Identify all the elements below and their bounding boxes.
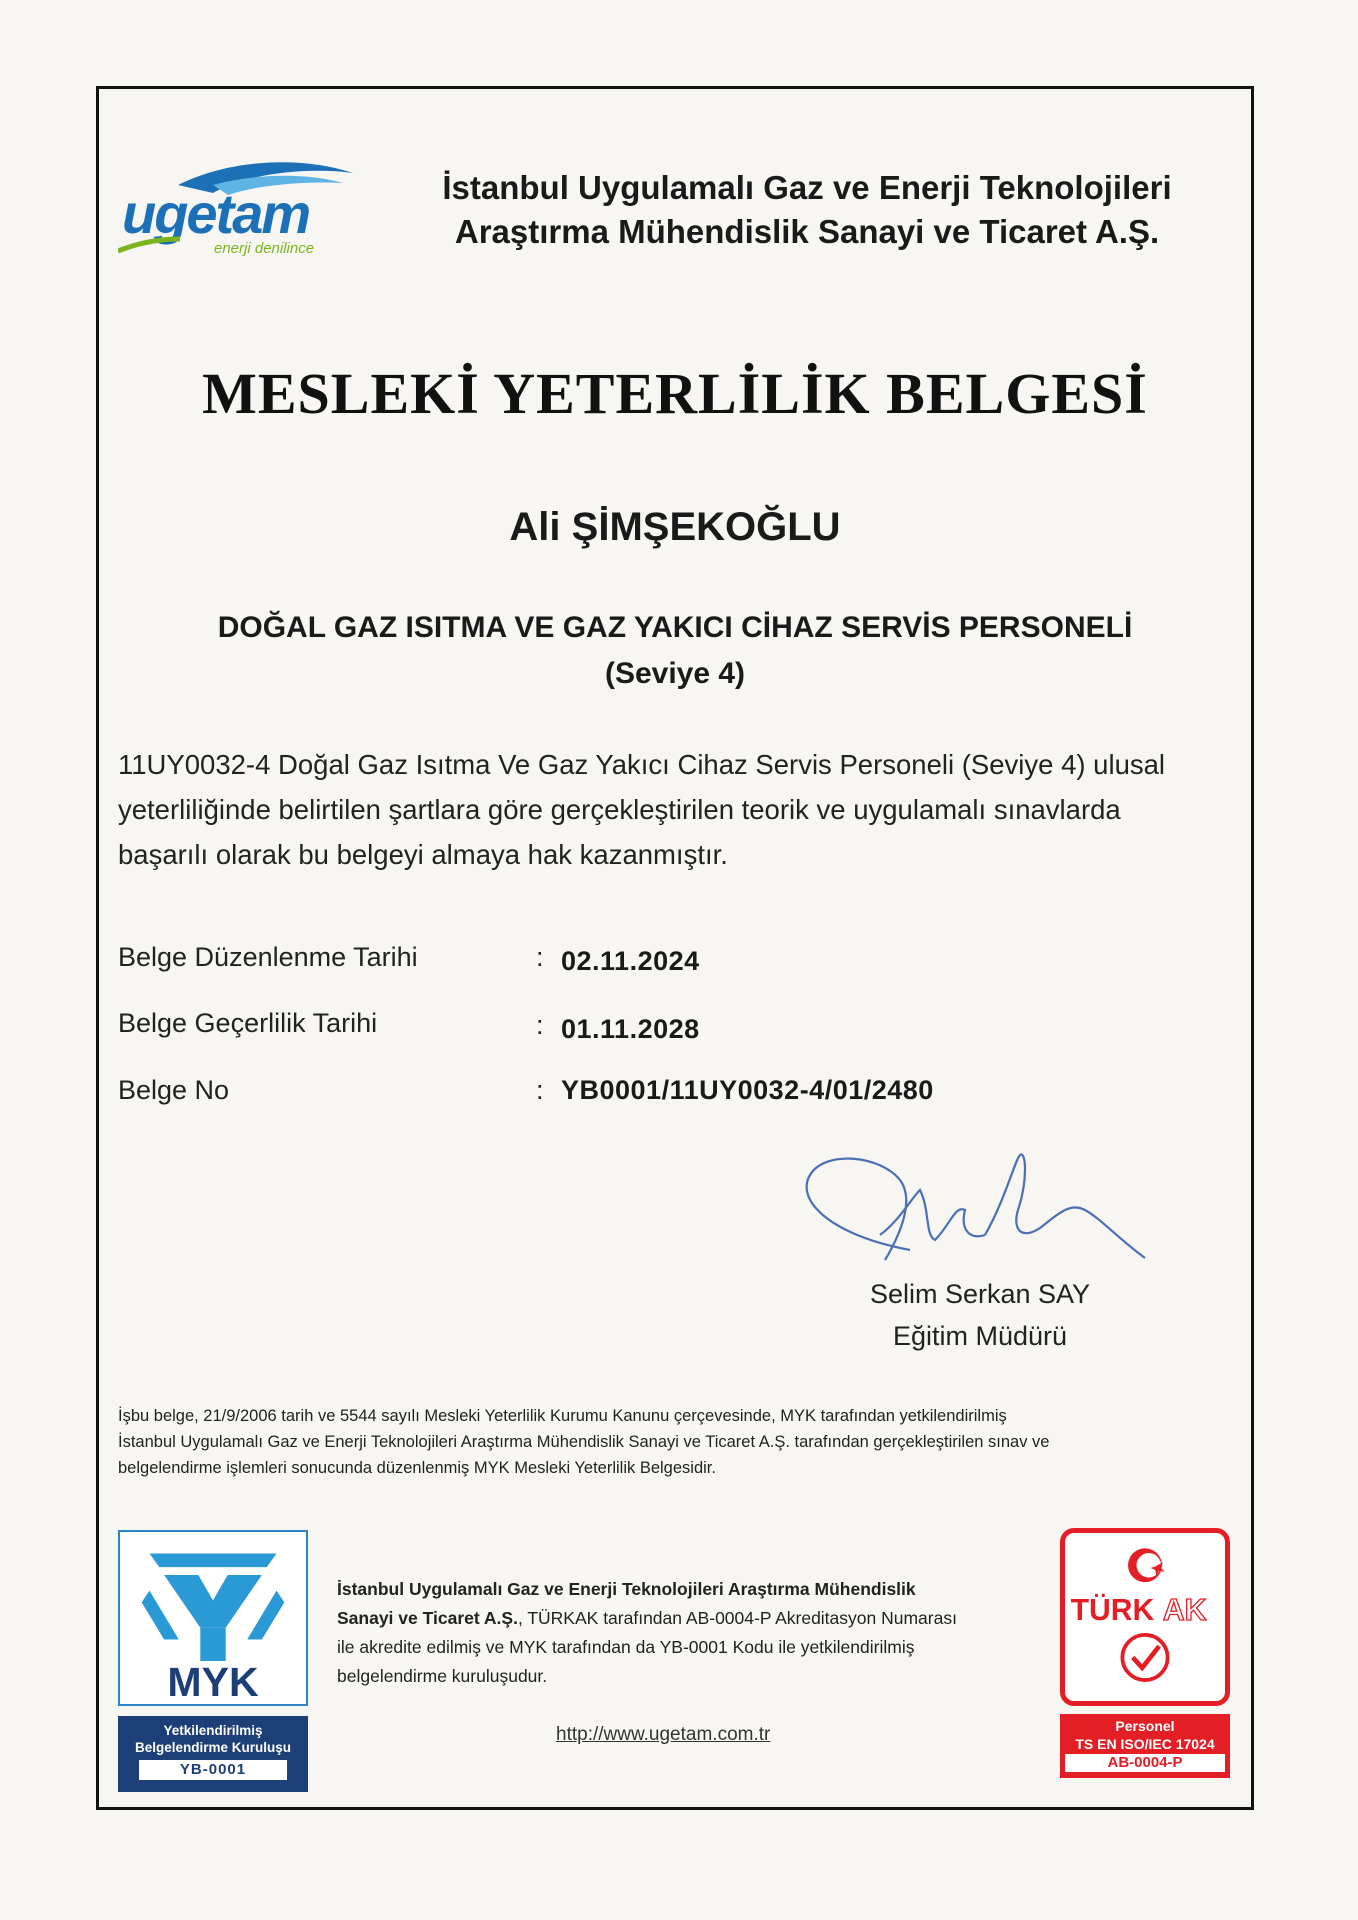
legal-note-line: İşbu belge, 21/9/2006 tarih ve 5544 sayılı Mesleki Yeterlilik Kurumu Kanunu çerçevesinde, MYK tarafından yetkilendirilmiş xyxy=(118,1407,1007,1425)
turkak-logo xyxy=(1060,1528,1230,1790)
myk-badge-line2: Belgelendirme Kuruluşu xyxy=(134,1740,292,1755)
myk-badge-line1: Yetkilendirilmiş xyxy=(163,1723,263,1738)
accreditation-text xyxy=(337,1575,1032,1691)
statement-line: başarılı olarak bu belgeyi almaya hak kazanmıştır. xyxy=(118,839,728,870)
signer-role: Eğitim Müdürü xyxy=(892,1321,1068,1351)
statement-line: yeterliliğinde belirtilen şartlara göre gerçekleştirilen teorik ve uygulamalı sınavlarda xyxy=(118,794,1121,825)
ugetam-wordmark: ugetam xyxy=(122,182,310,245)
validity-date-label: Belge Geçerlilik Tarihi xyxy=(118,1008,378,1038)
accreditation-line-bold: İstanbul Uygulamalı Gaz ve Enerji Teknolojileri Araştırma Mühendislik xyxy=(337,1579,916,1599)
ugetam-tagline: enerji denilince xyxy=(214,240,315,257)
issue-date-label: Belge Düzenlenme Tarihi xyxy=(118,942,418,972)
legal-note xyxy=(118,1403,1238,1481)
company-header-line2: Araştırma Mühendislik Sanayi ve Ticaret A.Ş. xyxy=(454,213,1160,250)
myk-emblem xyxy=(118,1530,308,1706)
signer-block xyxy=(850,1273,1110,1357)
issue-date-value: 02.11.2024 xyxy=(561,946,700,976)
turkak-badge-line1: Personel xyxy=(1115,1718,1175,1734)
signer-name: Selim Serkan SAY xyxy=(869,1279,1091,1309)
myk-code: YB-0001 xyxy=(139,1760,287,1780)
accreditation-line-bold: Sanayi ve Ticaret A.Ş. xyxy=(337,1608,518,1628)
turkak-code: AB-0004-P xyxy=(1065,1754,1225,1772)
myk-wordmark: MYK xyxy=(167,1659,259,1704)
certificate-number-label: Belge No xyxy=(118,1075,230,1105)
turkak-wordmark-right: AK xyxy=(1162,1593,1207,1627)
validity-date-value: 01.11.2028 xyxy=(561,1014,700,1044)
ugetam-logo xyxy=(118,155,354,265)
company-header xyxy=(412,166,1202,254)
company-header-line1: İstanbul Uygulamalı Gaz ve Enerji Teknolojileri xyxy=(442,169,1172,206)
qualification-level: (Seviye 4) xyxy=(604,657,746,690)
legal-note-line: İstanbul Uygulamalı Gaz ve Enerji Teknolojileri Araştırma Mühendislik Sanayi ve Ticaret A.Ş. tarafından gerçekleştirilen sınav ve xyxy=(118,1433,1050,1451)
qualification-name: DOĞAL GAZ ISITMA VE GAZ YAKICI CİHAZ SERVİS PERSONELİ xyxy=(217,611,1133,644)
turkak-badge-line2: TS EN ISO/IEC 17024 xyxy=(1075,1736,1215,1752)
statement-paragraph xyxy=(118,742,1233,877)
certificate-title: MESLEKİ YETERLİLİK BELGESİ xyxy=(202,361,1148,426)
holder-name: Ali ŞİMŞEKOĞLU xyxy=(509,505,841,549)
field-colon: : xyxy=(536,1075,544,1105)
qualification xyxy=(96,605,1254,697)
signature xyxy=(790,1140,1160,1290)
field-colon: : xyxy=(536,942,544,972)
field-colon: : xyxy=(536,1010,544,1040)
website-link[interactable]: http://www.ugetam.com.tr xyxy=(556,1724,771,1745)
certificate-number-value: YB0001/11UY0032-4/01/2480 xyxy=(561,1075,934,1105)
turkak-personnel-badge xyxy=(1060,1714,1230,1778)
turkak-emblem xyxy=(1060,1528,1230,1706)
myk-logo xyxy=(118,1530,308,1792)
accreditation-line: , TÜRKAK tarafından AB-0004-P Akreditasyon Numarası xyxy=(517,1608,957,1628)
legal-note-line: belgelendirme işlemleri sonucunda düzenlenmiş MYK Mesleki Yeterlilik Belgesidir. xyxy=(118,1459,716,1477)
myk-authorized-badge xyxy=(118,1716,308,1792)
turkak-wordmark-left: TÜRK xyxy=(1070,1593,1155,1627)
statement-line: 11UY0032-4 Doğal Gaz Isıtma Ve Gaz Yakıcı Cihaz Servis Personeli (Seviye 4) ulusal xyxy=(118,749,1166,780)
accreditation-line: ile akredite edilmiş ve MYK tarafından da YB-0001 Kodu ile yetkilendirilmiş xyxy=(337,1637,915,1657)
accreditation-line: belgelendirme kuruluşudur. xyxy=(337,1666,548,1686)
